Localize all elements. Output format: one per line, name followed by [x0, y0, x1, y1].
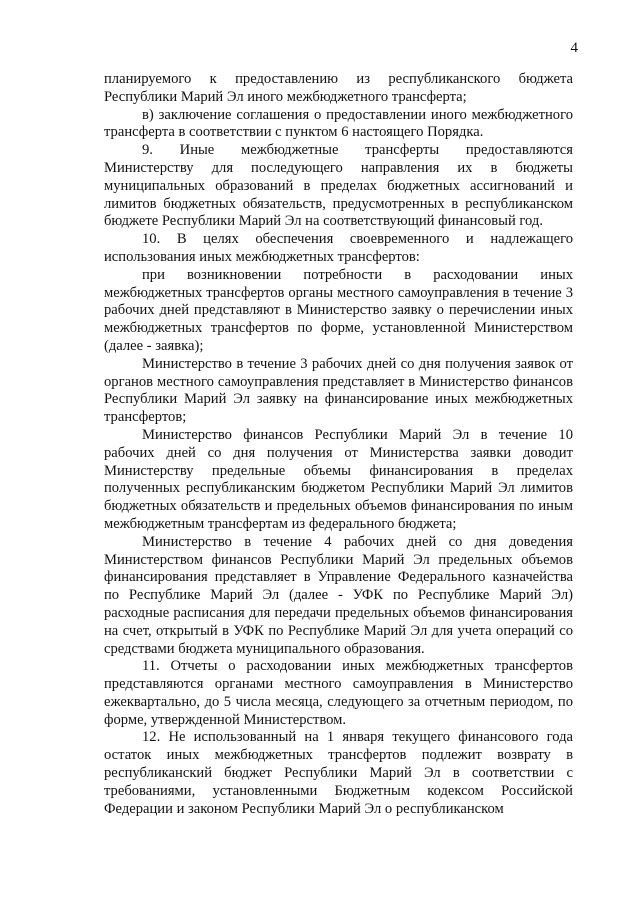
paragraph-item-10: 10. В целях обеспечения своевременного и надлежащего использования иных межбюджетных трансфертов: [104, 231, 573, 265]
paragraph-subitem-v: в) заключение соглашения о предоставлении иного межбюджетного трансферта в соответствии с пунктом 6 настоящего Порядка. [104, 106, 573, 141]
document-body [104, 71, 573, 818]
paragraph-item-12: 12. Не использованный на 1 января текущего финансового года остаток иных межбюджетных трансфертов подлежит возврату в республиканский бюджет Республики Марий Эл в соответствии с требованиями, установленными Бюджетным кодексом Российской Федерации и законом Республики Марий Эл о республиканском [104, 729, 573, 817]
paragraph-item-10-step-3: Министерство финансов Республики Марий Эл в течение 10 рабочих дней со дня получения от Министерства заявки доводит Министерству предельные объемы финансирования в пределах полученных республиканским бюджетом Республики Марий Эл лимитов бюджетных обязательств и предельных объемов финансирования по иным межбюджетным трансфертам из федерального бюджета; [104, 426, 573, 532]
paragraph-continuation: планируемого к предоставлению из республиканского бюджета Республики Марий Эл иного межбюджетного трансферта; [104, 71, 573, 105]
paragraph-item-10-step-1: при возникновении потребности в расходовании иных межбюджетных трансфертов органы местного самоуправления в течение 3 рабочих дней представляют в Министерство заявку о перечислении иных межбюджетных трансфертов по форме, установленной Министерством (далее - заявка); [104, 266, 573, 354]
paragraph-item-11: 11. Отчеты о расходовании иных межбюджетных трансфертов представляются органами местного самоуправления в Министерство ежеквартально, до 5 числа месяца, следующего за отчетным периодом, по форме, утвержденной Министерством. [104, 658, 573, 728]
paragraph-item-10-step-2: Министерство в течение 3 рабочих дней со дня получения заявок от органов местного самоуправления представляет в Министерство финансов Республики Марий Эл заявку на финансирование иных межбюджетных трансфертов; [104, 355, 573, 426]
paragraph-item-9: 9. Иные межбюджетные трансферты предоставляются Министерству для последующего направления их в бюджеты муниципальных образований в пределах бюджетных ассигнований и лимитов бюджетных обязательств, предусмотренных в республиканском бюджете Республики Марий Эл на соответствующий финансовый год. [104, 142, 573, 230]
paragraph-item-10-step-4: Министерство в течение 4 рабочих дней со дня доведения Министерством финансов Республики Марий Эл предельных объемов финансирования представляет в Управление Федерального казначейства по Республике Марий Эл (далее - УФК по Республике Марий Эл) расходные расписания для передачи предельных объемов финансирования на счет, открытый в УФК по Республике Марий Эл для учета операций со средствами бюджета муниципального образования. [104, 533, 573, 657]
page-number: 4 [570, 40, 578, 56]
